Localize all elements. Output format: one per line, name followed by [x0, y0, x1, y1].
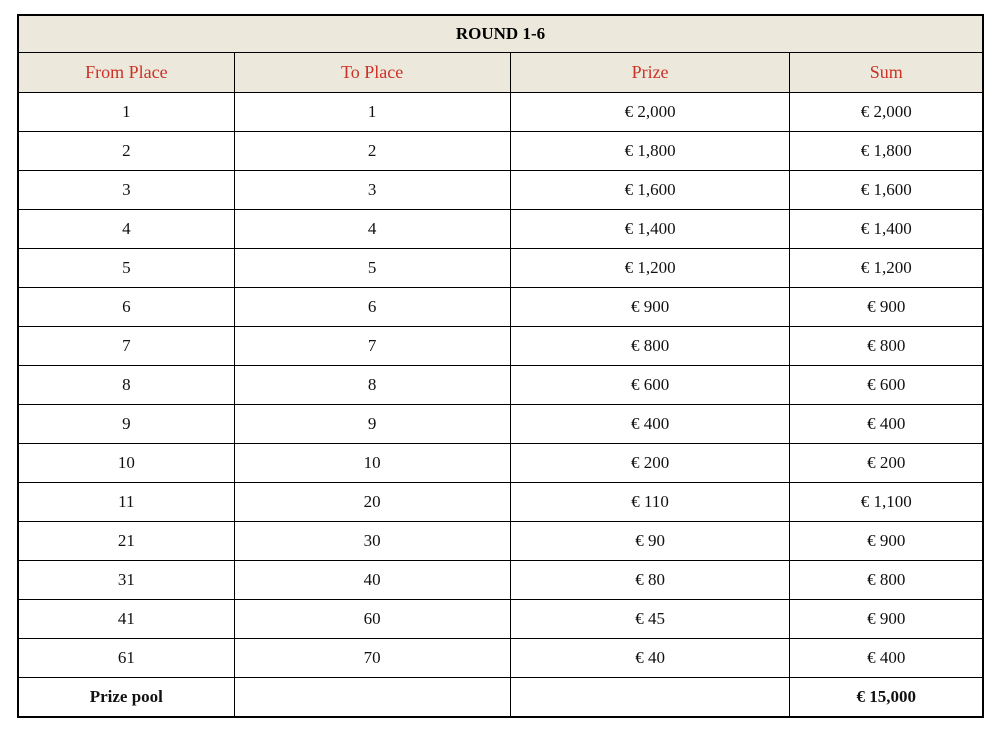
cell-sum: € 400 — [790, 639, 983, 678]
table-row — [18, 639, 983, 678]
cell-from-place: 7 — [18, 327, 234, 366]
cell-sum: € 900 — [790, 600, 983, 639]
table-row — [18, 288, 983, 327]
cell-from-place: 9 — [18, 405, 234, 444]
cell-prize: € 1,800 — [510, 132, 790, 171]
table-row — [18, 171, 983, 210]
cell-to-place: 20 — [234, 483, 510, 522]
cell-prize: € 1,200 — [510, 249, 790, 288]
prize-pool-label: Prize pool — [18, 678, 234, 718]
cell-from-place: 10 — [18, 444, 234, 483]
cell-prize: € 200 — [510, 444, 790, 483]
cell-prize: € 90 — [510, 522, 790, 561]
cell-sum: € 1,100 — [790, 483, 983, 522]
cell-sum: € 1,600 — [790, 171, 983, 210]
cell-to-place: 40 — [234, 561, 510, 600]
table-row — [18, 327, 983, 366]
cell-from-place: 8 — [18, 366, 234, 405]
table-row — [18, 600, 983, 639]
table-header-row — [18, 53, 983, 93]
prize-pool-row — [18, 678, 983, 718]
column-header-to-place: To Place — [234, 53, 510, 93]
prize-structure-table — [17, 14, 984, 718]
cell-to-place: 5 — [234, 249, 510, 288]
table-row — [18, 93, 983, 132]
table-row — [18, 405, 983, 444]
cell-prize: € 1,600 — [510, 171, 790, 210]
column-header-sum: Sum — [790, 53, 983, 93]
cell-prize: € 40 — [510, 639, 790, 678]
cell-sum: € 1,400 — [790, 210, 983, 249]
cell-to-place: 8 — [234, 366, 510, 405]
cell-sum: € 800 — [790, 561, 983, 600]
table-row — [18, 132, 983, 171]
cell-prize: € 1,400 — [510, 210, 790, 249]
cell-from-place: 4 — [18, 210, 234, 249]
cell-to-place: 70 — [234, 639, 510, 678]
cell-to-place: 60 — [234, 600, 510, 639]
table-row — [18, 366, 983, 405]
cell-from-place: 2 — [18, 132, 234, 171]
cell-from-place: 5 — [18, 249, 234, 288]
table-title-row — [18, 15, 983, 53]
cell-prize: € 800 — [510, 327, 790, 366]
cell-from-place: 6 — [18, 288, 234, 327]
cell-prize: € 110 — [510, 483, 790, 522]
prize-pool-empty-to-place — [234, 678, 510, 718]
cell-sum: € 800 — [790, 327, 983, 366]
cell-prize: € 600 — [510, 366, 790, 405]
cell-sum: € 400 — [790, 405, 983, 444]
cell-to-place: 3 — [234, 171, 510, 210]
cell-prize: € 45 — [510, 600, 790, 639]
cell-sum: € 1,200 — [790, 249, 983, 288]
cell-from-place: 1 — [18, 93, 234, 132]
cell-sum: € 2,000 — [790, 93, 983, 132]
cell-sum: € 200 — [790, 444, 983, 483]
column-header-prize: Prize — [510, 53, 790, 93]
cell-sum: € 1,800 — [790, 132, 983, 171]
cell-prize: € 400 — [510, 405, 790, 444]
cell-to-place: 10 — [234, 444, 510, 483]
cell-sum: € 900 — [790, 288, 983, 327]
cell-to-place: 6 — [234, 288, 510, 327]
table-row — [18, 210, 983, 249]
cell-to-place: 30 — [234, 522, 510, 561]
table-row — [18, 483, 983, 522]
cell-sum: € 600 — [790, 366, 983, 405]
cell-prize: € 2,000 — [510, 93, 790, 132]
cell-prize: € 80 — [510, 561, 790, 600]
cell-to-place: 9 — [234, 405, 510, 444]
table-row — [18, 249, 983, 288]
cell-from-place: 3 — [18, 171, 234, 210]
cell-to-place: 4 — [234, 210, 510, 249]
cell-sum: € 900 — [790, 522, 983, 561]
cell-to-place: 7 — [234, 327, 510, 366]
prize-pool-empty-prize — [510, 678, 790, 718]
column-header-from-place: From Place — [18, 53, 234, 93]
cell-from-place: 21 — [18, 522, 234, 561]
table-row — [18, 444, 983, 483]
cell-from-place: 31 — [18, 561, 234, 600]
cell-to-place: 1 — [234, 93, 510, 132]
cell-from-place: 61 — [18, 639, 234, 678]
cell-from-place: 41 — [18, 600, 234, 639]
cell-to-place: 2 — [234, 132, 510, 171]
prize-pool-total: € 15,000 — [790, 678, 983, 718]
table-row — [18, 561, 983, 600]
cell-prize: € 900 — [510, 288, 790, 327]
table-title: ROUND 1-6 — [18, 15, 983, 53]
cell-from-place: 11 — [18, 483, 234, 522]
table-row — [18, 522, 983, 561]
